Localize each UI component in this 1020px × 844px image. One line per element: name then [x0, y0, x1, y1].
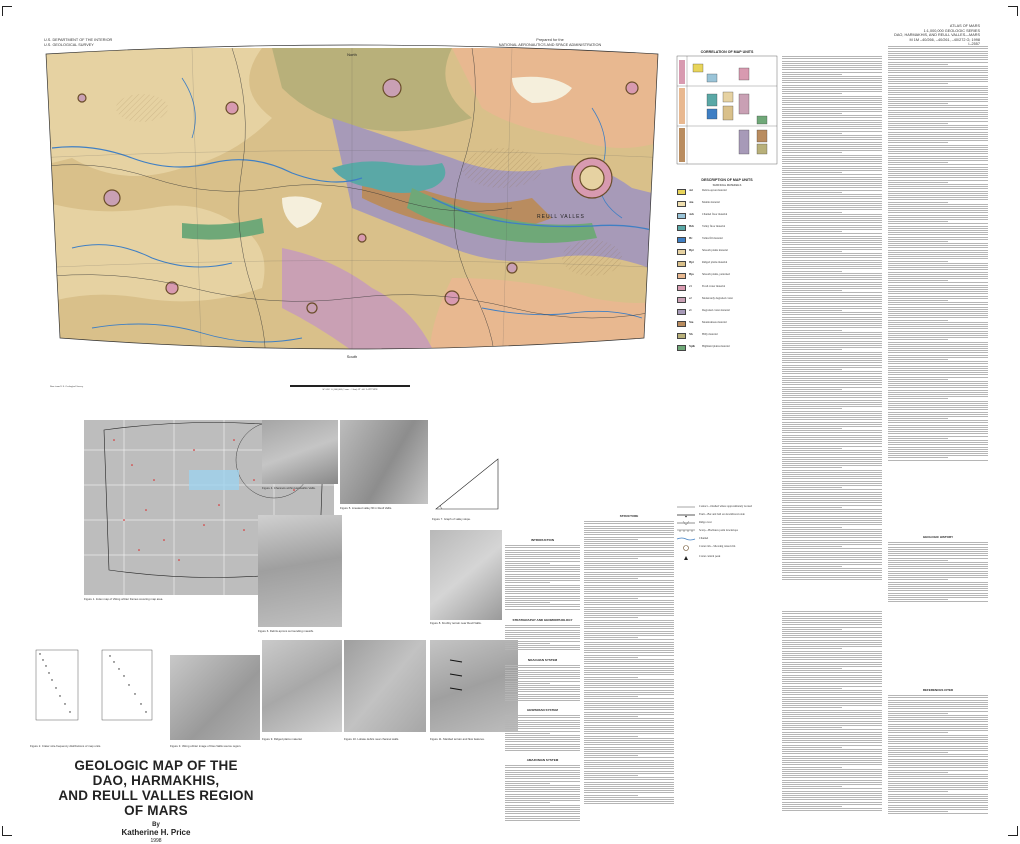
text-col-mid2	[782, 610, 882, 825]
unit-row	[677, 321, 777, 327]
crop-mark-top-right	[1008, 6, 1018, 16]
header-right	[894, 24, 980, 47]
figure-6-caption: Figure 6. Debris aprons surrounding massifs.	[258, 629, 314, 633]
unit-row	[677, 225, 777, 231]
agency-department: U.S. DEPARTMENT OF THE INTERIOR	[44, 38, 113, 42]
unit-swatch	[677, 321, 686, 327]
figure-2-caption: Figure 2. Crater size-frequency distributions of map units.	[30, 744, 102, 748]
figure-5-image	[340, 420, 428, 504]
section-strat: STRATIGRAPHY AND GEOMORPHOLOGY	[512, 618, 573, 622]
text-column-far-right	[888, 45, 988, 485]
symbol-central-peak: Crater central peak	[699, 555, 721, 558]
figure-9-caption: Figure 9. Ridged plains material.	[262, 737, 303, 741]
body-text	[782, 56, 882, 580]
map-code: M 1M –40/266, –40/261, –40/272 G; 1998	[909, 37, 980, 42]
correlation-title: CORRELATION OF MAP UNITS	[700, 50, 754, 54]
units-sub-surficial: SURFICIAL MATERIALS	[712, 184, 742, 187]
unit-code: Hps	[689, 273, 694, 276]
figure-6-image	[258, 515, 342, 627]
series-name: 1:1,000,000 GEOLOGIC SERIES	[923, 28, 980, 33]
unit-swatch	[677, 189, 686, 195]
text-strat	[505, 624, 580, 654]
unit-code: Nm	[689, 321, 694, 324]
map-title-line1: GEOLOGIC MAP OF THE DAO, HARMAKHIS,	[74, 758, 238, 788]
section-hesperian: HESPERIAN SYSTEM	[527, 708, 558, 712]
unit-row	[677, 189, 777, 195]
unit-row	[677, 345, 777, 351]
section-noachian: NOACHIAN SYSTEM	[527, 658, 558, 662]
title-block	[56, 758, 256, 844]
symbols-legend	[677, 505, 777, 565]
scale-note: SCALE 1:1,000,000 (1 mm = 1 km) AT –40° LATITUDE	[322, 388, 378, 391]
unit-swatch	[677, 273, 686, 279]
unit-row	[677, 249, 777, 255]
crop-mark-top-left	[2, 6, 12, 16]
unit-row	[677, 273, 777, 279]
unit-code: Ach	[689, 213, 694, 216]
unit-code: Hpl	[689, 249, 694, 252]
body-text	[888, 46, 988, 460]
symbol-ridge: Ridge crest	[699, 521, 712, 524]
figure-3-caption: Figure 3. Viking orbiter image of Dao Vallis source region.	[170, 744, 242, 748]
section-intro: INTRODUCTION	[531, 538, 554, 542]
figure-3-image	[170, 655, 260, 740]
symbol-fault: Fault—Bar and ball on downthrown side	[699, 513, 745, 516]
map-label-reull: REULL VALLES	[537, 214, 585, 220]
nasa-name: NATIONAL AERONAUTICS AND SPACE ADMINISTRATION	[498, 42, 602, 47]
map-credit: Base from U.S. Geological Survey	[50, 385, 84, 388]
text-noachian	[505, 664, 580, 704]
symbol-crater-rim: Crater rim—Showing raised rim	[699, 545, 736, 548]
unit-row	[677, 297, 777, 303]
unit-code: Hv	[689, 237, 693, 240]
text-col-mid	[584, 520, 674, 820]
section-history: GEOLOGIC HISTORY	[922, 535, 954, 539]
unit-code: Nh	[689, 333, 693, 336]
title-by: By	[152, 822, 160, 828]
unit-name: Hilly material	[702, 333, 718, 336]
agency-survey: U.S. GEOLOGICAL SURVEY	[44, 42, 94, 47]
figure-2-graph-right	[96, 648, 156, 724]
symbol-scarp: Scarp—Hachures point downslope	[699, 529, 738, 532]
unit-code: c1	[689, 309, 692, 312]
text-intro	[505, 544, 580, 614]
header-left	[44, 38, 112, 47]
title-author: Katherine H. Price	[121, 828, 191, 837]
unit-swatch	[677, 201, 686, 207]
section-structure: STRUCTURE	[619, 514, 639, 518]
unit-name: Debris-apron material	[702, 189, 727, 192]
unit-name: Mantle material	[702, 201, 720, 204]
unit-code: Hpr	[689, 261, 694, 264]
unit-swatch	[677, 249, 686, 255]
unit-name: Valley floor material	[702, 225, 726, 228]
text-refs	[888, 694, 988, 824]
figure-11-caption: Figure 11. Mantled terrain and flow features.	[430, 737, 485, 741]
unit-swatch	[677, 213, 686, 219]
unit-name: Fresh crater material	[702, 285, 726, 288]
unit-row	[677, 309, 777, 315]
unit-name: Valles fill material	[702, 237, 723, 240]
unit-row	[677, 333, 777, 339]
map-title-line2: AND REULL VALLES REGION OF MARS	[58, 788, 254, 818]
figure-10-caption: Figure 10. Lobate debris near channel walls.	[344, 737, 400, 741]
unit-name: Smooth plains, patterned	[702, 273, 730, 276]
unit-name: Smooth plains material	[702, 249, 728, 252]
geologic-map	[32, 48, 672, 378]
figure-4-caption: Figure 4. Channels within Harmakhis Vallis.	[262, 486, 316, 490]
map-name: DAO, HARMAKHIS, AND REULL VALLES—MARS	[894, 33, 980, 38]
symbol-contact: Contact—Dashed where approximately located	[699, 505, 753, 508]
figure-1-caption: Figure 1. Index map of Viking orbiter frames covering map area.	[84, 597, 164, 601]
crop-mark-bottom-right	[1008, 826, 1018, 836]
unit-row	[677, 213, 777, 219]
unit-code: c3	[689, 285, 692, 288]
prepared-for: Prepared for the	[536, 38, 564, 42]
unit-descriptions	[677, 178, 777, 398]
unit-name: Moderately degraded crater	[702, 297, 733, 300]
atlas-title: ATLAS OF MARS	[949, 24, 980, 28]
figure-4-image	[262, 420, 338, 484]
map-label-south: South	[346, 354, 358, 359]
unit-name: Ridged plains material	[702, 261, 728, 264]
figure-7-diagram	[432, 455, 502, 513]
unit-name: Degraded crater material	[702, 309, 730, 312]
correlation-diagram	[677, 54, 777, 166]
text-column-right	[782, 55, 882, 605]
unit-row	[677, 237, 777, 243]
crop-mark-bottom-left	[2, 826, 12, 836]
unit-swatch	[677, 345, 686, 351]
title-year: 1998	[150, 838, 162, 844]
text-history	[888, 541, 988, 606]
figure-7-caption: Figure 7. Graph of valley slope.	[432, 517, 471, 521]
unit-name: Highland plains material	[702, 345, 730, 348]
figure-2-graph-left	[30, 648, 80, 724]
unit-swatch	[677, 297, 686, 303]
text-hesperian	[505, 714, 580, 754]
unit-code: Ad	[689, 189, 693, 192]
figure-5-caption: Figure 5. Lineated valley fill in Reull Vallis.	[340, 506, 393, 510]
unit-row	[677, 261, 777, 267]
text-amazonian	[505, 764, 580, 824]
header-center	[440, 38, 660, 47]
unit-code: Nplh	[689, 345, 695, 348]
unit-code: Hch	[689, 225, 694, 228]
section-refs: REFERENCES CITED	[922, 688, 954, 692]
unit-swatch	[677, 261, 686, 267]
section-amazonian: AMAZONIAN SYSTEM	[526, 758, 559, 762]
map-label-north: North	[347, 52, 357, 57]
units-title: DESCRIPTION OF MAP UNITS	[701, 178, 753, 182]
unit-swatch	[677, 237, 686, 243]
correlation-chart	[677, 50, 777, 170]
symbol-channel: Channel	[699, 537, 709, 540]
map-number: I–2557	[968, 42, 980, 47]
figure-8-image	[430, 530, 502, 620]
unit-row	[677, 285, 777, 291]
unit-list	[677, 189, 777, 351]
unit-swatch	[677, 285, 686, 291]
unit-swatch	[677, 309, 686, 315]
unit-row	[677, 201, 777, 207]
figure-9-image	[262, 640, 342, 732]
unit-swatch	[677, 225, 686, 231]
unit-swatch	[677, 333, 686, 339]
unit-code: Am	[689, 201, 694, 204]
unit-name: Channel floor material	[702, 213, 728, 216]
map-scale	[290, 385, 410, 391]
unit-code: c2	[689, 297, 692, 300]
unit-name: Mountainous material	[702, 321, 727, 324]
figure-10-image	[344, 640, 426, 732]
figure-8-caption: Figure 8. Knobby terrain near Reull Vallis.	[430, 621, 482, 625]
